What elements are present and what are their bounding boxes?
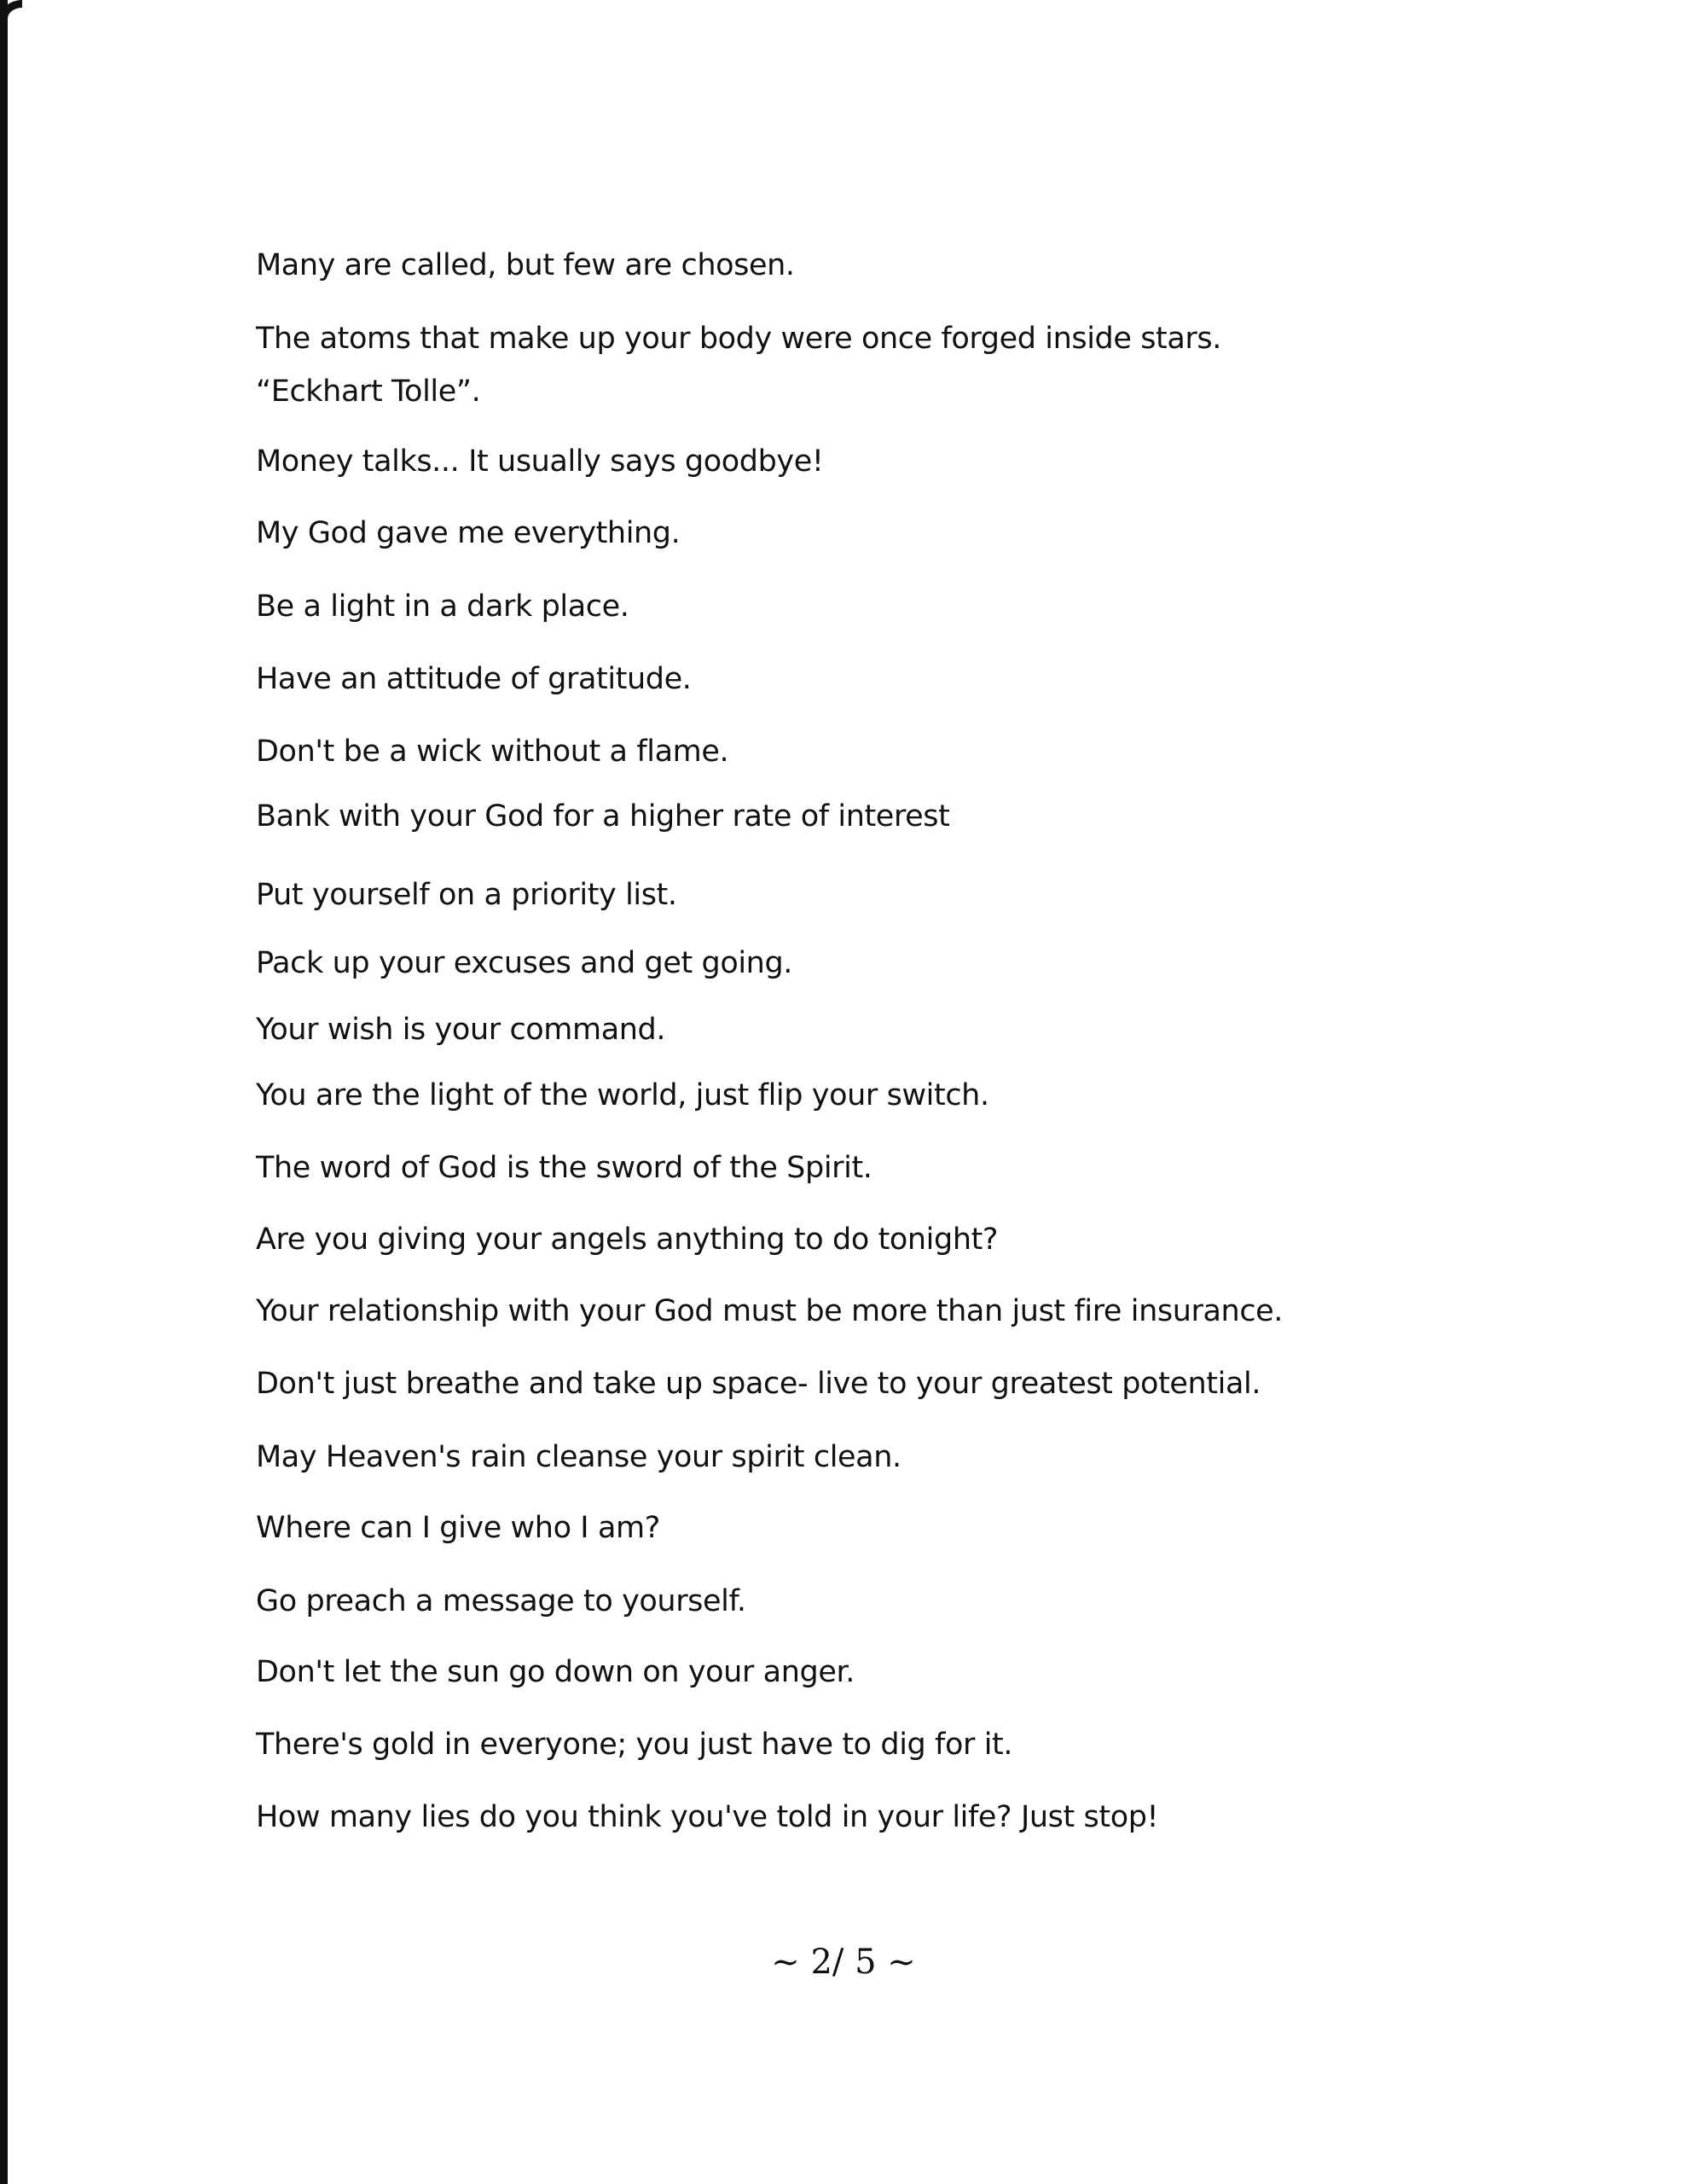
- quote-line: Don't let the sun go down on your anger.: [256, 1655, 855, 1689]
- quote-line: Pack up your excuses and get going.: [256, 946, 792, 980]
- quote-line: The atoms that make up your body were once forged inside stars.: [256, 322, 1221, 356]
- quote-line: Go preach a message to yourself.: [256, 1584, 746, 1618]
- quote-line: You are the light of the world, just flip your switch.: [256, 1078, 989, 1112]
- quote-line: May Heaven's rain cleanse your spirit clean.: [256, 1440, 901, 1474]
- scan-edge: [0, 0, 8, 2184]
- quote-line: Are you giving your angels anything to do tonight?: [256, 1223, 999, 1257]
- quote-line: How many lies do you think you've told in your life? Just stop!: [256, 1800, 1159, 1834]
- quote-line: Your relationship with your God must be more than just fire insurance.: [256, 1294, 1284, 1328]
- quote-line: The word of God is the sword of the Spirit.: [256, 1151, 872, 1185]
- quote-line: Money talks... It usually says goodbye!: [256, 444, 824, 479]
- quote-line: Don't be a wick without a flame.: [256, 735, 729, 769]
- quote-line: Many are called, but few are chosen.: [256, 248, 795, 282]
- quote-line: Put yourself on a priority list.: [256, 878, 677, 912]
- quote-line: There's gold in everyone; you just have to dig for it.: [256, 1728, 1013, 1762]
- quote-line: Where can I give who I am?: [256, 1511, 660, 1545]
- quote-line: Your wish is your command.: [256, 1013, 666, 1047]
- page-number: ~ 2/ 5 ~: [771, 1943, 916, 1982]
- quote-attribution: “Eckhart Tolle”.: [256, 375, 481, 409]
- quote-line: Be a light in a dark place.: [256, 590, 629, 624]
- quote-line: Have an attitude of gratitude.: [256, 662, 692, 696]
- quote-line: Bank with your God for a higher rate of interest: [256, 799, 950, 834]
- quote-line: Don't just breathe and take up space- live to your greatest potential.: [256, 1367, 1261, 1401]
- quote-line: My God gave me everything.: [256, 516, 681, 550]
